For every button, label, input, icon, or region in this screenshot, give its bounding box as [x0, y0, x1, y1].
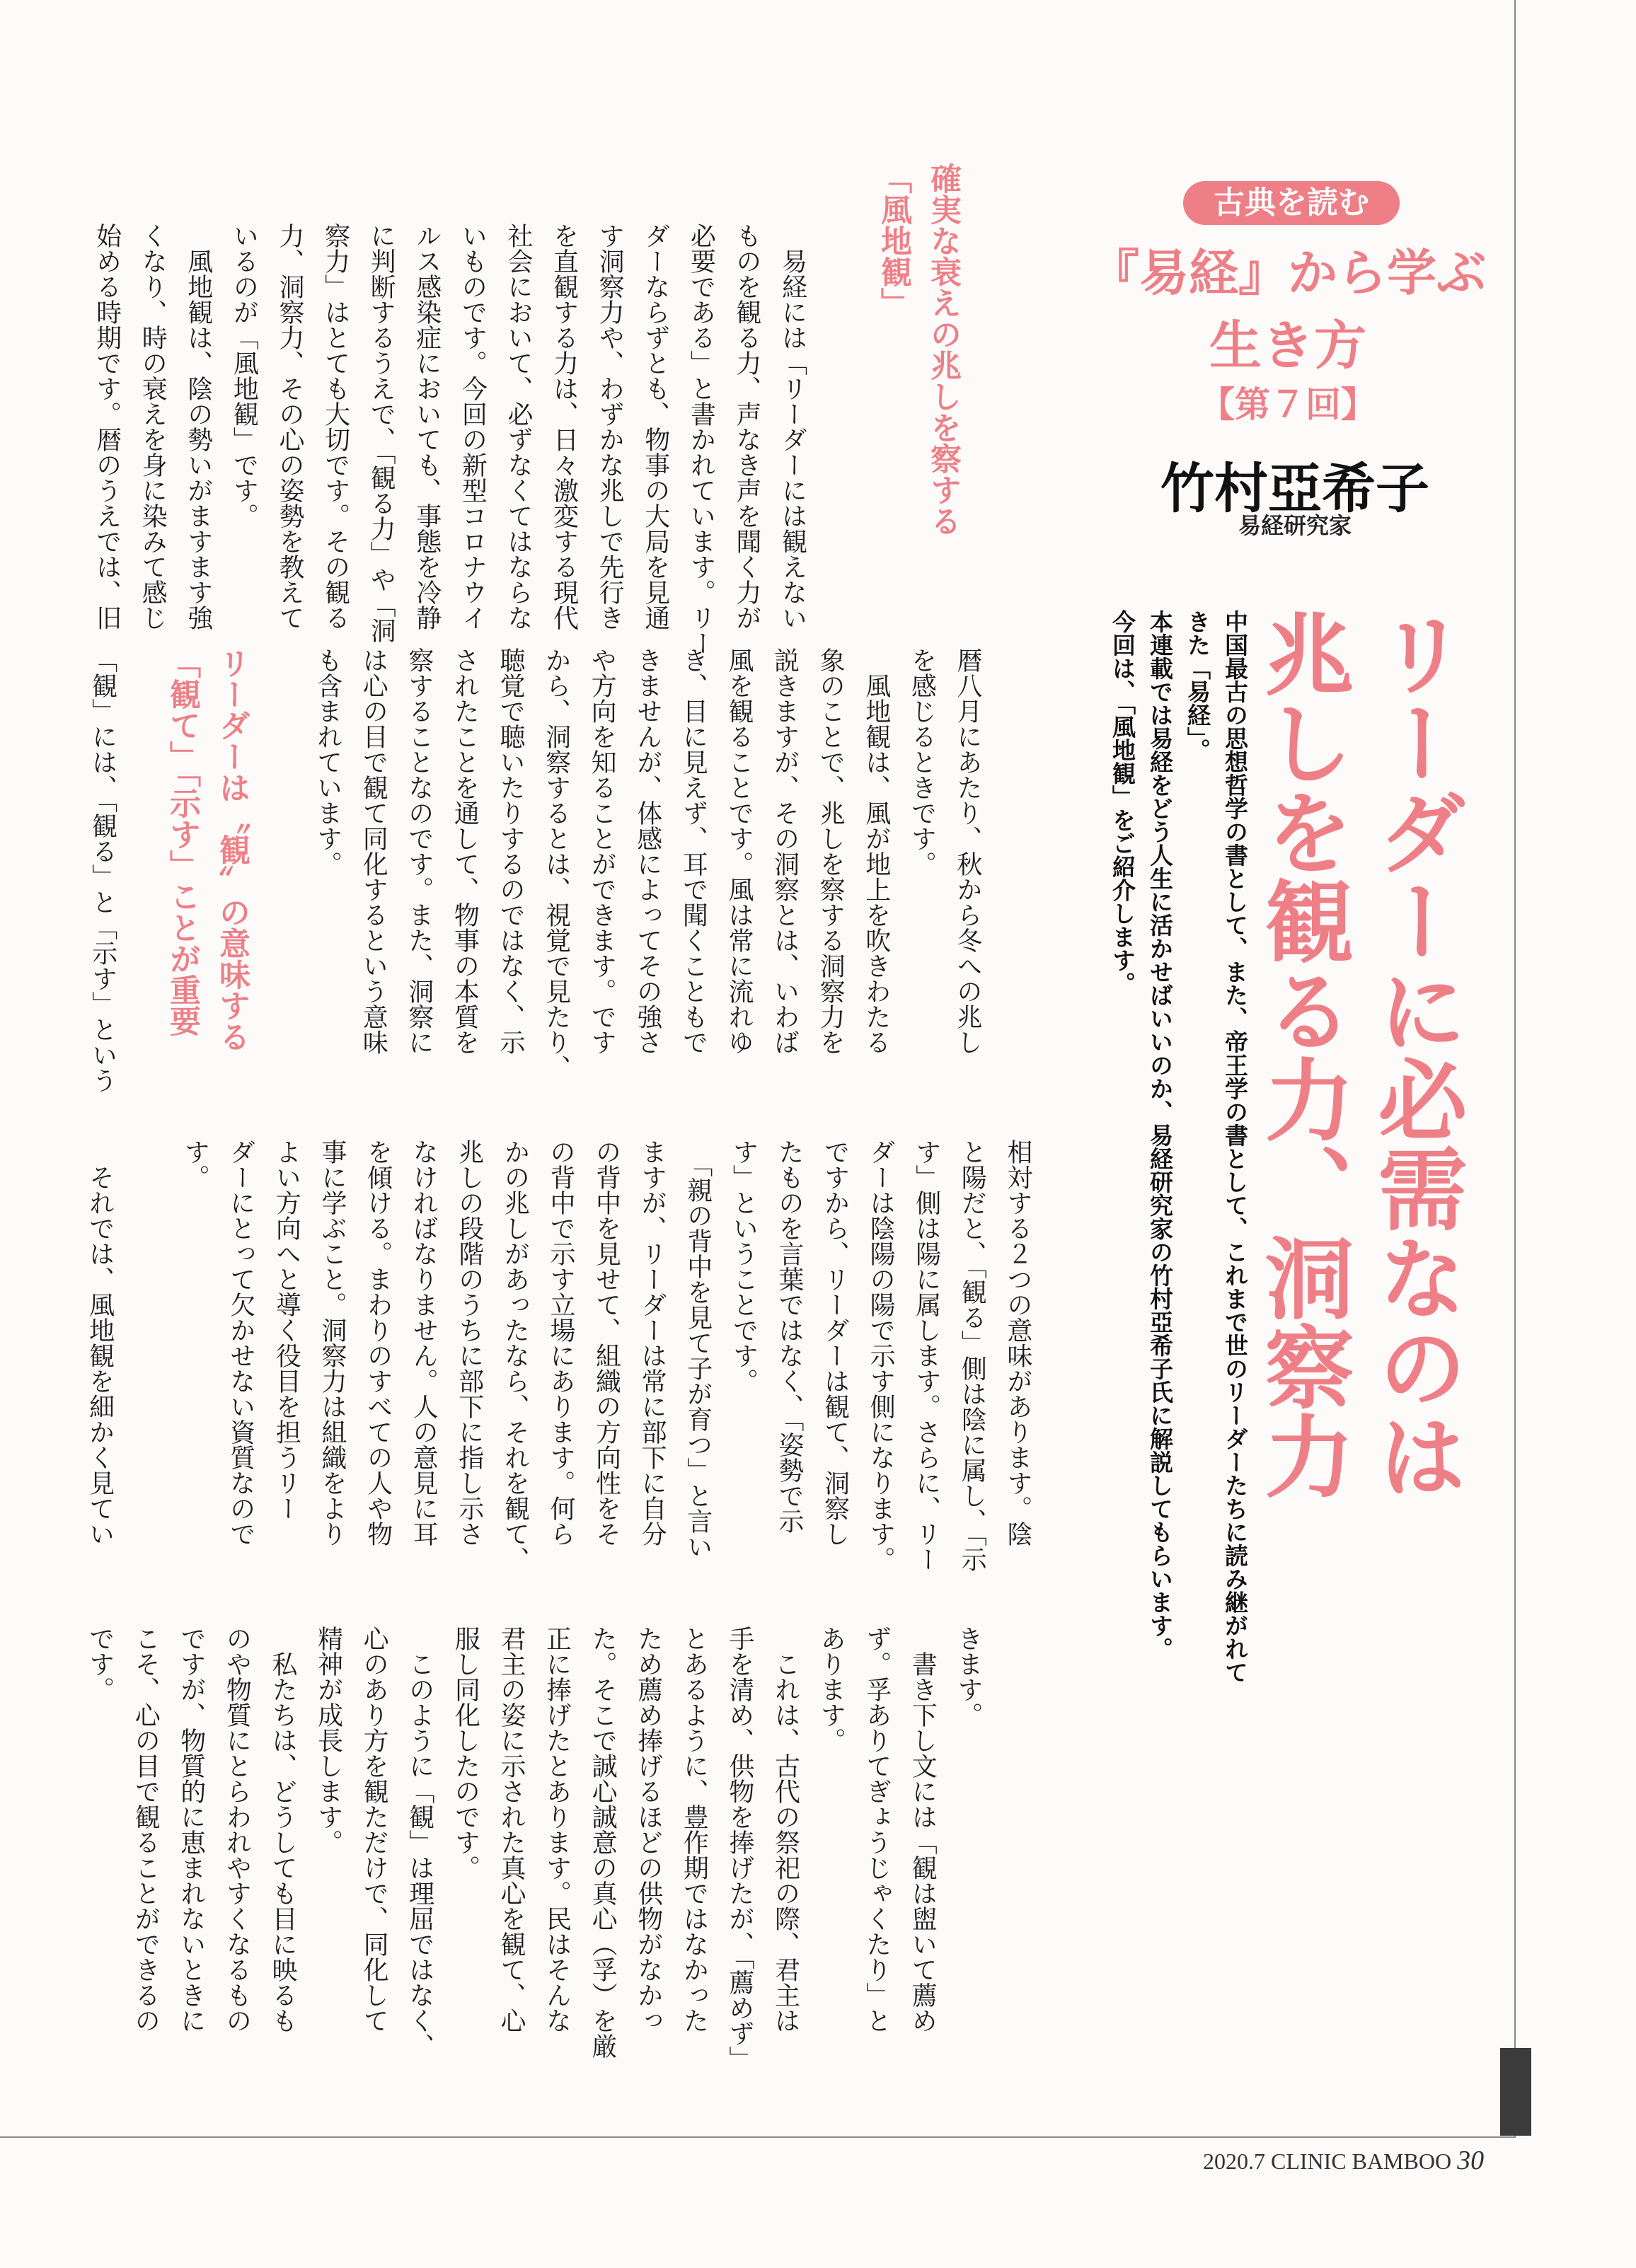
text-line: 社会において、必ずなくてはならな: [503, 223, 533, 630]
text-line: き、目に見えず、耳で聞くこともで: [679, 647, 708, 1055]
text-line: 相対する２つの意味があります。陰: [1003, 1139, 1032, 1546]
section-heading-2: [157, 647, 256, 1086]
text-line: 察することなのです。また、洞察に: [404, 647, 434, 1055]
text-line: 聴覚で聴いたりするのではなく、示: [495, 647, 525, 1055]
headline-line: リーダーに必需なのは: [1364, 608, 1468, 1500]
lead-line: 今回は、「風地観」をご紹介します。: [1109, 610, 1136, 995]
text-line: このように「観」は理屈ではなく、: [405, 1626, 434, 2059]
text-line: ますが、リーダーは常に部下に自分: [638, 1139, 667, 1546]
text-line: 手を清め、供物を捧げたが、「薦めず」: [725, 1626, 754, 2071]
body-text-col3: [76, 1139, 1040, 1572]
text-line: 「親の背中を見て子が育つ」と言い: [683, 1139, 713, 1559]
text-line: 服し同化したのです。: [451, 1626, 480, 1880]
text-line: のや物質にとらわれやすくなるもの: [222, 1626, 252, 2033]
series-badge: 古典を読む: [1183, 181, 1400, 225]
body-text-upper-left: [83, 223, 815, 656]
text-line: を傾ける。まわりのすべての人や物: [363, 1139, 393, 1546]
text-line: 力、洞察力、その心の姿勢を教えて: [275, 223, 304, 630]
text-line: されたことを通して、物事の本質を: [450, 647, 480, 1055]
text-line: 風地観は、風が地上を吹きわたる: [861, 647, 891, 1055]
lead-line: 中国最古の思想哲学の書として、また、帝王学の書として、これまで世のリーダーたちに読み継がれてきた「易経」。: [1184, 610, 1249, 1684]
series-title-line2: 生き方: [1209, 316, 1366, 376]
text-line: 君主の姿に示された真心を観て、心: [496, 1626, 526, 2033]
text-line: 正に捧げたとあります。民はそんな: [542, 1626, 572, 2033]
page-footer: [1203, 2145, 1484, 2176]
section-heading-line: 「観て」「示す」ことが重要: [164, 647, 200, 1036]
section-heading-line: 「風地観」: [875, 163, 911, 318]
headline: [1245, 608, 1472, 1705]
text-line: す。: [180, 1139, 210, 1190]
text-line: 易経には「リーダーには観えない: [778, 223, 807, 630]
text-line: ダーならずとも、物事の大局を見通: [640, 223, 670, 630]
text-line: あります。: [817, 1626, 846, 1753]
author-title: 易経研究家: [1238, 512, 1352, 539]
text-line: ですから、リーダーは観て、洞察し: [820, 1139, 850, 1546]
text-line: たものを言葉ではなく、「姿勢で示: [774, 1139, 804, 1534]
text-line: 風を観ることです。風は常に流れゆ: [724, 647, 754, 1055]
text-line: 事に学ぶこと。洞察力は組織をより: [317, 1139, 347, 1546]
text-line: いものです。今回の新型コロナウイ: [458, 223, 488, 630]
text-line: ですが、物質的に恵まれないときに: [176, 1626, 206, 2033]
text-line: を感じるときです。: [907, 647, 937, 876]
body-text-col4: [76, 1626, 991, 2071]
text-line: も含まれています。: [313, 647, 342, 876]
text-line: 必要である」と書かれています。リー: [686, 223, 716, 656]
text-line: 「観」には、「観る」と「示す」という: [88, 647, 117, 1093]
text-line: 察力」はとても大切です。その観る: [321, 223, 350, 630]
text-line: くなり、時の衰えを身に染みて感じ: [138, 223, 168, 630]
text-line: 風地観は、陰の勢いがますます強: [183, 223, 213, 630]
text-line: これは、古代の祭祀の際、君主は: [771, 1626, 800, 2033]
text-line: なければなりません。人の意見に耳: [409, 1139, 439, 1546]
text-line: す洞察力や、わずかな兆しで先行き: [595, 223, 625, 630]
installment-label: 【第７回】: [1199, 384, 1376, 425]
text-line: いるのが「風地観」です。: [229, 223, 259, 528]
author-name: 竹村亞希子: [1160, 457, 1429, 520]
body-text-col2-right: [304, 647, 990, 1080]
text-line: きませんが、体感によってその強さ: [633, 647, 662, 1055]
text-line: の背中を見せて、組織の方向性をそ: [592, 1139, 621, 1546]
text-line: に判断するうえで、「観る力」や「洞: [367, 223, 396, 643]
text-line: と陽だと、「観る」側は陰に属し、「示: [957, 1139, 987, 1572]
text-line: の背中で示す立場にあります。何ら: [546, 1139, 575, 1546]
text-line: ダーにとって欠かせない資質なので: [226, 1139, 255, 1546]
text-line: こそ、心の目で観ることができるの: [131, 1626, 161, 2033]
text-line: ダーは陰陽の陽で示す側になります。: [866, 1139, 896, 1572]
section-heading-1: [868, 163, 967, 644]
text-line: 私たちは、どうしても目に映るも: [267, 1626, 297, 2033]
text-line: 心のあり方を観ただけで、同化して: [359, 1626, 389, 2033]
text-line: ため薦め捧げるほどの供物がなかっ: [633, 1626, 663, 2033]
text-line: た。そこで誠心誠意の真心（孚）を厳: [588, 1626, 618, 2059]
issue-label: 2020.7 CLINIC BAMBOO: [1203, 2148, 1452, 2174]
text-line: ものを観る力、声なき声を聞く力が: [732, 223, 761, 630]
lead-line: 本連載では易経をどう人生に活かせばいいのか、易経研究家の竹村亞希子氏に解説してもらいます。: [1146, 610, 1174, 1660]
series-title-line1: 『易経』から学ぶ: [1090, 244, 1486, 302]
text-line: 書き下し文には「観は盥いて薦め: [908, 1626, 938, 2033]
page-number: 30: [1457, 2146, 1485, 2175]
text-line: す」ということです。: [729, 1139, 759, 1394]
text-line: かの兆しがあったなら、それを観て、: [500, 1139, 530, 1572]
text-line: や方向を知ることができます。です: [587, 647, 617, 1055]
text-line: 暦八月にあたり、秋から冬への兆し: [952, 647, 982, 1055]
text-line: 精神が成長します。: [313, 1626, 343, 1855]
text-line: から、洞察するとは、視覚で見たり、: [541, 647, 571, 1080]
text-line: を直観する力は、日々激変する現代: [549, 223, 579, 630]
body-text-col2-left: [79, 647, 125, 1093]
lead-paragraph: [1104, 610, 1254, 1699]
text-line: です。: [85, 1626, 115, 1702]
text-line: とあるように、豊作期ではなかった: [679, 1626, 709, 2033]
section-heading-line: リーダーは〝観〟の意味する: [214, 647, 250, 1052]
text-line: ルス感染症においても、事態を冷静: [412, 223, 442, 630]
text-line: それでは、風地観を細かく見てい: [85, 1139, 115, 1546]
page-edge-tab: [1500, 2048, 1531, 2136]
section-heading-line: 確実な衰えの兆しを察する: [925, 163, 961, 536]
text-line: 兆しの段階のうちに部下に指し示さ: [454, 1139, 484, 1546]
text-line: きます。: [953, 1626, 983, 1728]
text-line: よい方向へと導く役目を担うリー: [272, 1139, 301, 1521]
text-line: は心の目で観て同化するという意味: [359, 647, 388, 1055]
text-line: 象のことで、兆しを察する洞察力を: [816, 647, 846, 1055]
text-line: 始める時期です。暦のうえでは、旧: [92, 223, 122, 630]
headline-line: 兆しを観る力、洞察力: [1250, 608, 1354, 1500]
text-line: ず。孚ありてぎょうじゃくたり」と: [862, 1626, 892, 2033]
text-line: す」側は陽に属します。さらに、リー: [911, 1139, 941, 1572]
text-line: 説きますが、その洞察とは、いわば: [770, 647, 800, 1055]
